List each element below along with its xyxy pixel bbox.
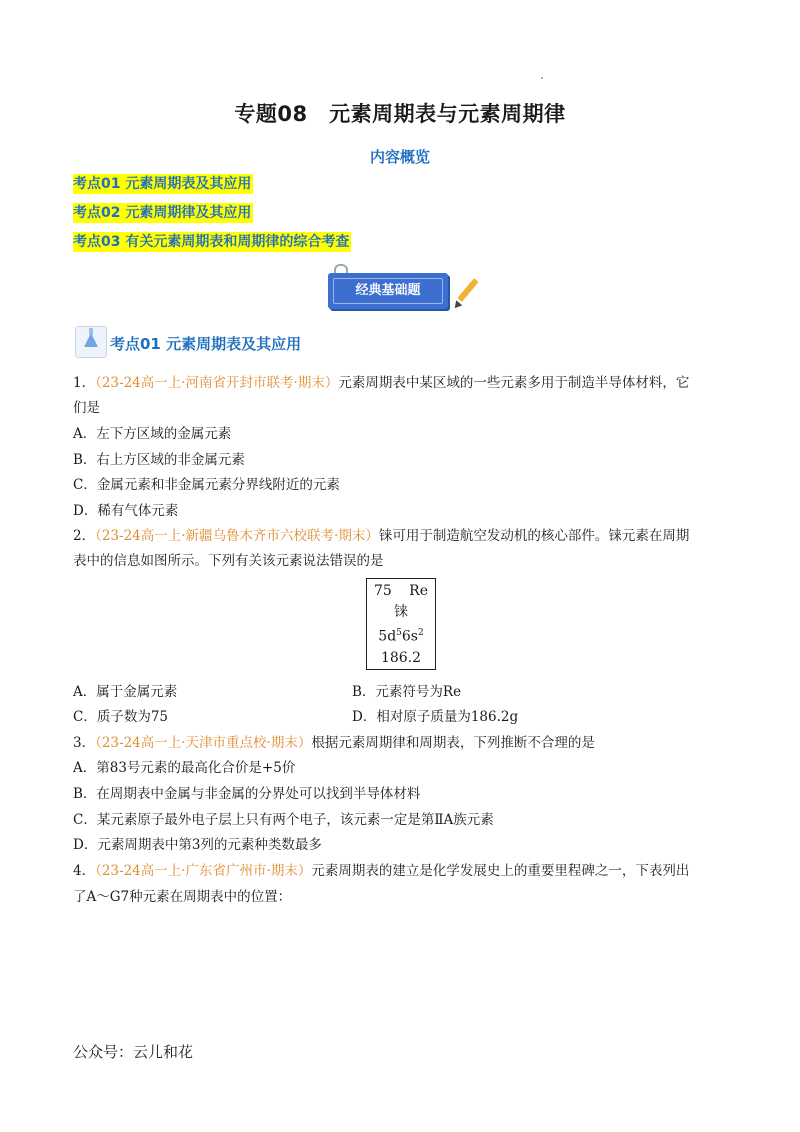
pencil-icon [457, 278, 478, 302]
q3-stem-text: 根据元素周期律和周期表，下列推断不合理的是 [311, 735, 595, 751]
q1-stem-text: 元素周期表中某区域的一些元素多用于制造半导体材料，它 [338, 375, 690, 391]
element-card [366, 578, 436, 670]
element-number: 75 [374, 583, 392, 599]
q2-option-d: D．相对原子质量为186.2g [352, 709, 519, 725]
q1-option-c: C．金属元素和非金属元素分界线附近的元素 [73, 477, 340, 493]
q2-option-b: B．元素符号为Re [352, 684, 462, 700]
q3-option-d: D．元素周期表中第3列的元素种类数最多 [73, 837, 322, 853]
element-mass: 186.2 [380, 649, 422, 666]
q3-option-c: C．某元素原子最外电子层上只有两个电子，该元素一定是第ⅡA族元素 [73, 812, 494, 828]
q1-number: 1． [73, 375, 96, 391]
footer-account: 公众号：云儿和花 [73, 1043, 194, 1061]
q1-stem [73, 373, 689, 393]
q4-stem [73, 861, 689, 881]
q4-number: 4． [73, 863, 96, 879]
q1-stem-cont: 们是 [73, 400, 100, 416]
badge-label: 经典基础题 [355, 283, 421, 298]
flask-body-icon [84, 333, 98, 347]
q4-stem-cont: 了A～G7种元素在周期表中的位置： [73, 889, 292, 905]
pencil-tip-icon [452, 300, 463, 311]
decorative-dot [541, 77, 543, 79]
q1-option-a: A．左下方区域的金属元素 [73, 426, 232, 442]
element-name: 铼 [394, 604, 408, 620]
q1-option-d: D．稀有气体元素 [73, 503, 179, 519]
q1-source: （23-24高一上·河南省开封市联考·期末） [95, 375, 339, 391]
q1-option-b: B．右上方区域的非金属元素 [73, 452, 245, 468]
q4-stem-text: 元素周期表的建立是化学发展史上的重要里程碑之一，下表列出 [311, 863, 690, 879]
overview-item-3: 考点03 有关元素周期表和周期律的综合考查 [73, 234, 350, 250]
q4-source: （23-24高一上·广东省广州市·期末） [95, 863, 312, 879]
q2-stem-cont: 表中的信息如图所示。下列有关该元素说法错误的是 [73, 553, 384, 569]
overview-item-2: 考点02 元素周期律及其应用 [73, 205, 252, 221]
q3-source: （23-24高一上·天津市重点校·期末） [95, 735, 312, 751]
q2-source: （23-24高一上·新疆乌鲁木齐市六校联考·期末） [95, 528, 379, 544]
q2-stem-text: 铼可用于制造航空发动机的核心部件。铼元素在周期 [378, 528, 690, 544]
q2-option-a: A．属于金属元素 [73, 684, 178, 700]
q2-number: 2． [73, 528, 96, 544]
q3-stem [73, 733, 595, 753]
q3-option-a: A．第83号元素的最高化合价是+5价 [73, 760, 296, 776]
element-configuration: $5d^56s^2$ [378, 628, 424, 645]
overview-item-1: 考点01 元素周期表及其应用 [73, 176, 252, 192]
q3-number: 3． [73, 735, 96, 751]
section-title: 考点01 元素周期表及其应用 [110, 335, 302, 353]
page-subtitle: 内容概览 [369, 148, 430, 166]
q2-stem [73, 526, 689, 546]
q2-option-c: C．质子数为75 [73, 709, 169, 725]
section-badge [328, 273, 448, 309]
q3-option-b: B．在周期表中金属与非金属的分界处可以找到半导体材料 [73, 786, 421, 802]
page-title: 专题08 元素周期表与元素周期律 [234, 102, 566, 126]
element-symbol: Re [409, 583, 428, 599]
